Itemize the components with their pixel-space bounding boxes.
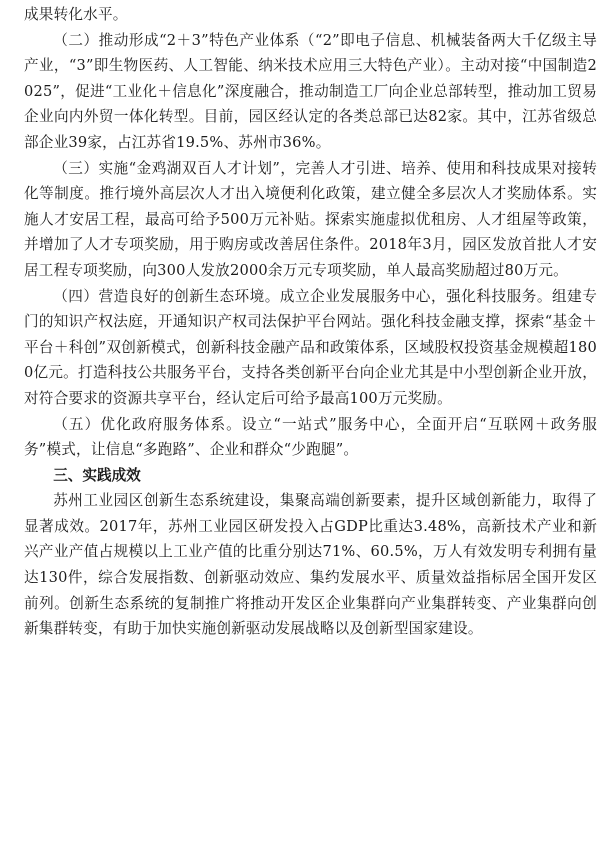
paragraph-industry-system: （二）推动形成“2＋3”特色产业体系（“2”即电子信息、机械装备两大千亿级主导产业，“3”即生物医药、人工智能、纳米技术应用三大特色产业）。主动对接“中国制造2025”，促进“工业化＋信息化”深度融合，推动制造工厂向企业总部转型，推动加工贸易企业向内外贸一体化转型。目前，园区经认定的各类总部已达82家。其中，江苏省级总部企业39家，占江苏省19.5%、苏州市36%。 [24,31,597,151]
paragraph-results: 苏州工业园区创新生态系统建设，集聚高端创新要素，提升区域创新能力，取得了显著成效。2017年，苏州工业园区研发投入占GDP比重达3.48%，高新技术产业和新兴产业产值占规模以上工业产值的比重分别达71%、60.5%，万人有效发明专利拥有量达130件，综合发展指数、创新驱动效应、集约发展水平、质量效益指标居全国开发区前列。创新生态系统的复制推广将推动开发区企业集群向产业集群转变、产业集群向创新集群转变，有助于加快实施创新驱动发展战略以及创新型国家建设。 [24,492,597,638]
paragraph-continuation: 成果转化水平。 [24,6,128,23]
paragraph-talent-program: （三）实施“金鸡湖双百人才计划”，完善人才引进、培养、使用和科技成果对接转化等制度。推行境外高层次人才出入境便利化政策，建立健全多层次人才奖励体系。实施人才安居工程，最高可给予500万元补贴。探索实施虚拟优租房、人才组屋等政策，并增加了人才专项奖励，用于购房或改善居住条件。2018年3月，园区发放首批人才安居工程专项奖励，向300人发放2000余万元专项奖励，单人最高奖励超过80万元。 [24,159,597,279]
paragraph-government-service: （五）优化政府服务体系。设立“一站式”服务中心，全面开启“互联网＋政务服务”模式，让信息“多跑路”、企业和群众“少跑腿”。 [24,415,597,459]
paragraph-innovation-ecosystem: （四）营造良好的创新生态环境。成立企业发展服务中心，强化科技服务。组建专门的知识产权法庭，开通知识产权司法保护平台网站。强化科技金融支撑，探索“基金＋平台＋科创”双创新模式，创新科技金融产品和政策体系，区域股权投资基金规模超1800亿元。打造科技公共服务平台，支持各类创新平台向企业尤其是中小型创新企业开放，对符合要求的资源共享平台，经认定后可给予最高100万元奖励。 [24,287,597,407]
section-heading-results: 三、实践成效 [53,466,141,484]
